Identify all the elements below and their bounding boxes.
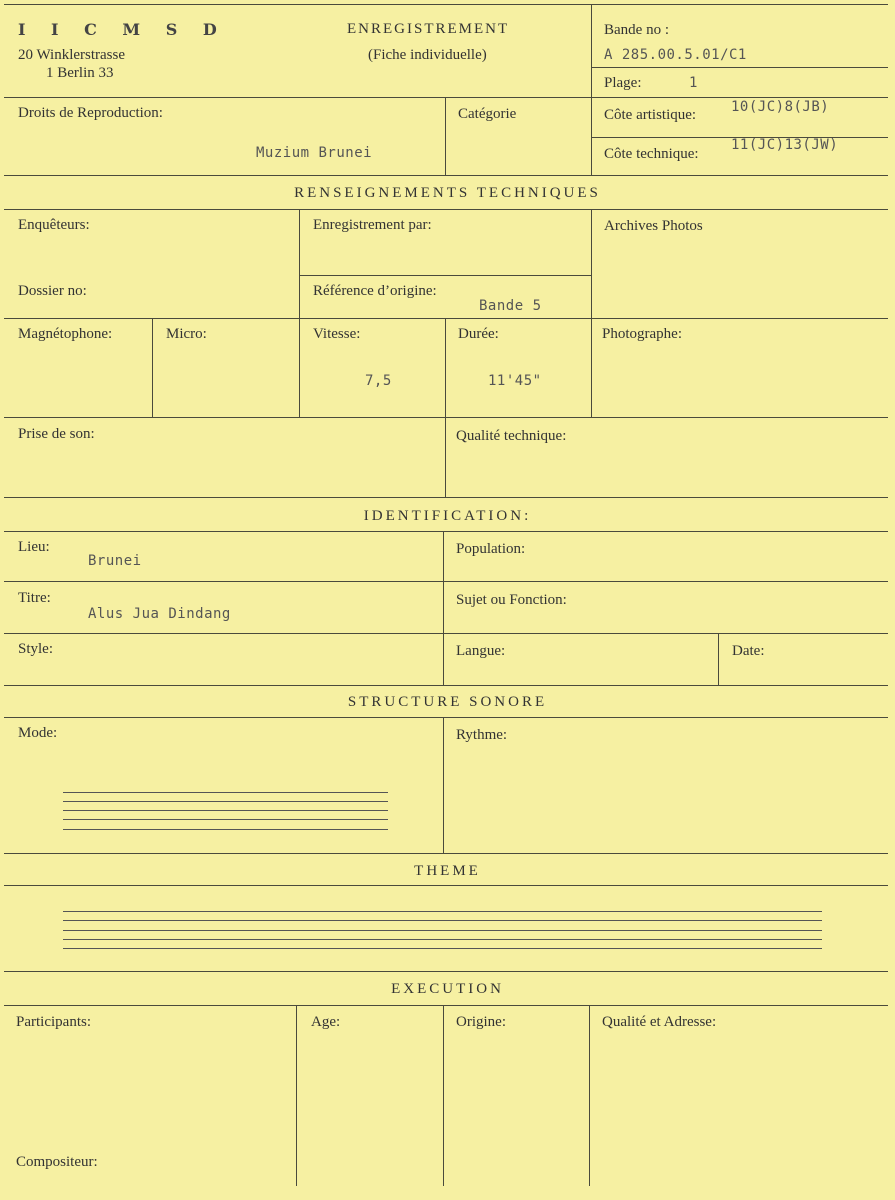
org-street: 20 Winklerstrasse bbox=[18, 47, 126, 63]
style-label: Style: bbox=[18, 641, 54, 657]
age-label: Age: bbox=[311, 1014, 341, 1030]
vitesse-label: Vitesse: bbox=[313, 326, 361, 342]
duree-label: Durée: bbox=[458, 326, 499, 342]
reference-origine-value: Bande 5 bbox=[479, 298, 542, 314]
lieu-label: Lieu: bbox=[18, 539, 50, 555]
rythme-label: Rythme: bbox=[456, 727, 508, 743]
qualite-adresse-label: Qualité et Adresse: bbox=[602, 1014, 717, 1030]
section-execution: EXECUTION bbox=[391, 981, 504, 997]
cote-artistique-value: 10(JC)8(JB) bbox=[731, 99, 830, 115]
section-structure-sonore: STRUCTURE SONORE bbox=[347, 694, 548, 710]
form-subtitle: (Fiche individuelle) bbox=[368, 47, 487, 63]
vitesse-value: 7,5 bbox=[365, 373, 392, 389]
lieu-value: Brunei bbox=[88, 553, 142, 569]
sujet-fonction-label: Sujet ou Fonction: bbox=[456, 592, 567, 608]
plage-value: 1 bbox=[689, 75, 698, 91]
categorie-label: Catégorie bbox=[458, 106, 517, 122]
archives-photos-label: Archives Photos bbox=[604, 218, 703, 234]
form-title: ENREGISTREMENT bbox=[347, 21, 510, 37]
micro-label: Micro: bbox=[166, 326, 207, 342]
enqueteurs-label: Enquêteurs: bbox=[18, 217, 90, 233]
section-theme: THEME bbox=[414, 863, 481, 879]
reference-origine-label: Référence d’origine: bbox=[313, 283, 437, 299]
cote-artistique-label: Côte artistique: bbox=[604, 107, 697, 123]
qualite-technique-label: Qualité technique: bbox=[456, 428, 567, 444]
magnetophone-label: Magnétophone: bbox=[18, 326, 113, 342]
duree-value: 11'45" bbox=[488, 373, 542, 389]
section-renseignements-techniques: RENSEIGNEMENTS TECHNIQUES bbox=[294, 185, 601, 201]
bande-label: Bande no : bbox=[604, 22, 669, 38]
titre-label: Titre: bbox=[18, 590, 51, 606]
dossier-label: Dossier no: bbox=[18, 283, 87, 299]
bande-value: A 285.00.5.01/C1 bbox=[604, 47, 747, 63]
photographe-label: Photographe: bbox=[602, 326, 682, 342]
section-identification: IDENTIFICATION: bbox=[363, 508, 532, 524]
langue-label: Langue: bbox=[456, 643, 506, 659]
enregistrement-par-label: Enregistrement par: bbox=[313, 217, 432, 233]
origine-label: Origine: bbox=[456, 1014, 506, 1030]
date-label: Date: bbox=[732, 643, 765, 659]
titre-value: Alus Jua Dindang bbox=[88, 606, 231, 622]
participants-label: Participants: bbox=[16, 1014, 91, 1030]
plage-label: Plage: bbox=[604, 75, 642, 91]
droits-label: Droits de Reproduction: bbox=[18, 105, 163, 121]
compositeur-label: Compositeur: bbox=[16, 1154, 98, 1170]
cote-technique-value: 11(JC)13(JW) bbox=[731, 137, 839, 153]
cote-technique-label: Côte technique: bbox=[604, 146, 699, 162]
droits-value: Muzium Brunei bbox=[256, 145, 373, 161]
org-city: 1 Berlin 33 bbox=[46, 65, 114, 81]
org-logo: I I C M S D bbox=[18, 20, 227, 39]
prise-de-son-label: Prise de son: bbox=[18, 426, 95, 442]
mode-label: Mode: bbox=[18, 725, 58, 741]
population-label: Population: bbox=[456, 541, 526, 557]
